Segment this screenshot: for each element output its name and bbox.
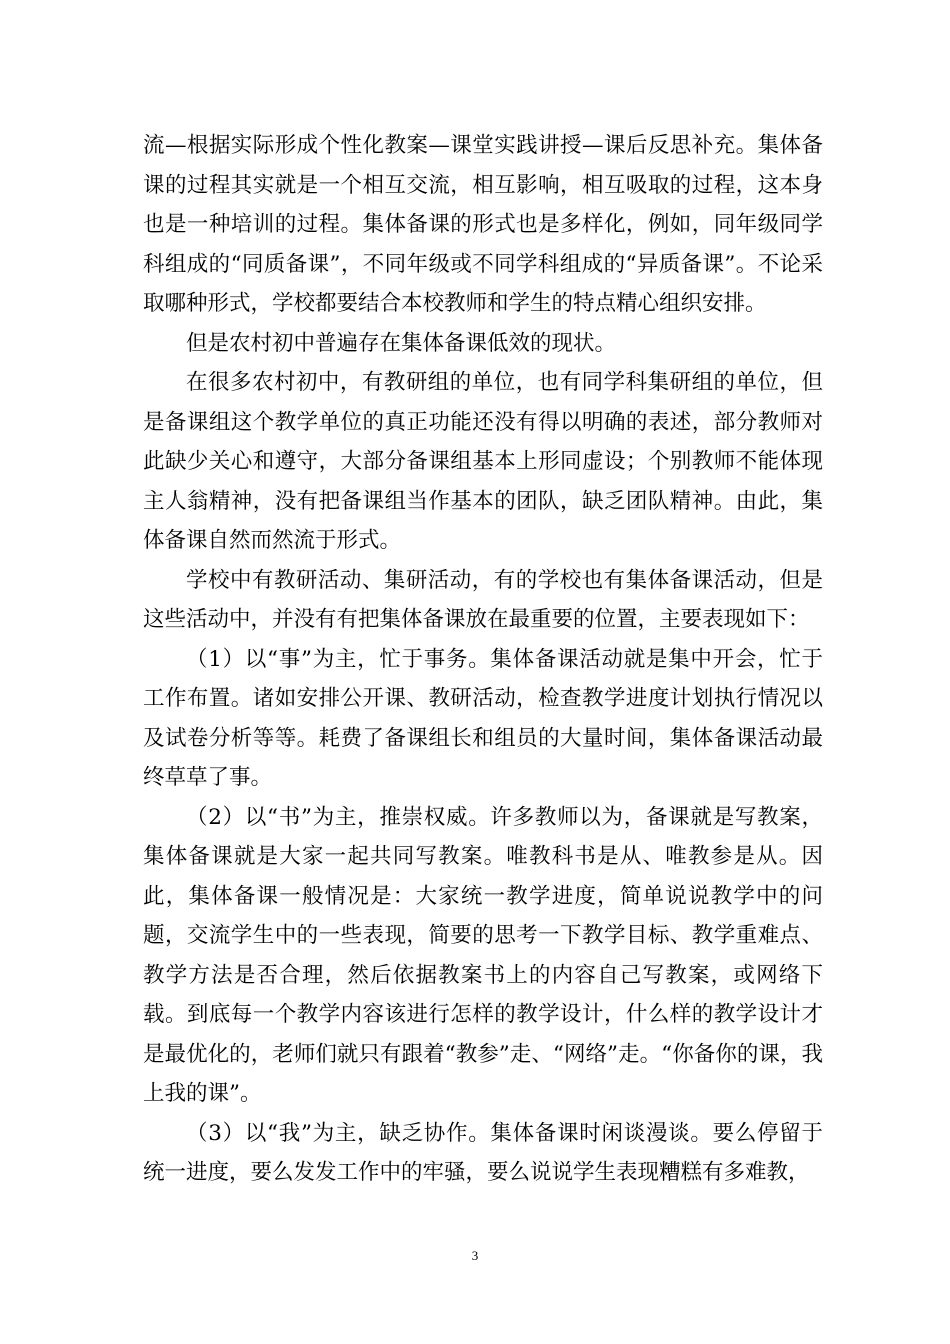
page-number: 3 — [471, 1248, 479, 1263]
body-text — [143, 126, 823, 1193]
paragraph-3: 在很多农村初中，有教研组的单位，也有同学科集研组的单位，但是备课组这个教学单位的真正功能还没有得以明确的表述，部分教师对此缺少关心和遵守，大部分备课组基本上形同虚设；个别教师不能体现主人翁精神，没有把备课组当作基本的团队，缺乏团队精神。由此，集体备课自然而然流于形式。 — [143, 370, 823, 553]
paragraph-6: （2）以“书”为主，推崇权威。许多教师以为，备课就是写教案，集体备课就是大家一起共同写教案。唯教科书是从、唯教参是从。因此，集体备课一般情况是：大家统一教学进度，简单说说教学中的问题，交流学生中的一些表现，简要的思考一下教学目标、教学重难点、教学方法是否合理，然后依据教案书上的内容自己写教案，或网络下载。到底每一个教学内容该进行怎样的教学设计，什么样的教学设计才是最优化的，老师们就只有跟着“教参”走、“网络”走。“你备你的课，我上我的课”。 — [143, 804, 823, 1106]
paragraph-2: 但是农村初中普遍存在集体备课低效的现状。 — [186, 330, 617, 356]
paragraph-7: （3）以“我”为主，缺乏协作。集体备课时闲谈漫谈。要么停留于统一进度，要么发发工作中的牢骚，要么说说学生表现糟糕有多难教， — [143, 1120, 823, 1185]
paragraph-5: （1）以“事”为主，忙于事务。集体备课活动就是集中开会，忙于工作布置。诸如安排公开课、教研活动，检查教学进度计划执行情况以及试卷分析等等。耗费了备课组长和组员的大量时间，集体备课活动最终草草了事。 — [143, 646, 823, 790]
paragraph-1: 流—根据实际形成个性化教案—课堂实践讲授—课后反思补充。集体备课的过程其实就是一个相互交流，相互影响，相互吸取的过程，这本身也是一种培训的过程。集体备课的形式也是多样化，例如，同年级同学科组成的“同质备课”，不同年级或不同学科组成的“异质备课”。不论采取哪种形式，学校都要结合本校教师和学生的特点精心组织安排。 — [143, 133, 823, 316]
paragraph-4: 学校中有教研活动、集研活动，有的学校也有集体备课活动，但是这些活动中，并没有有把集体备课放在最重要的位置，主要表现如下： — [143, 567, 823, 632]
